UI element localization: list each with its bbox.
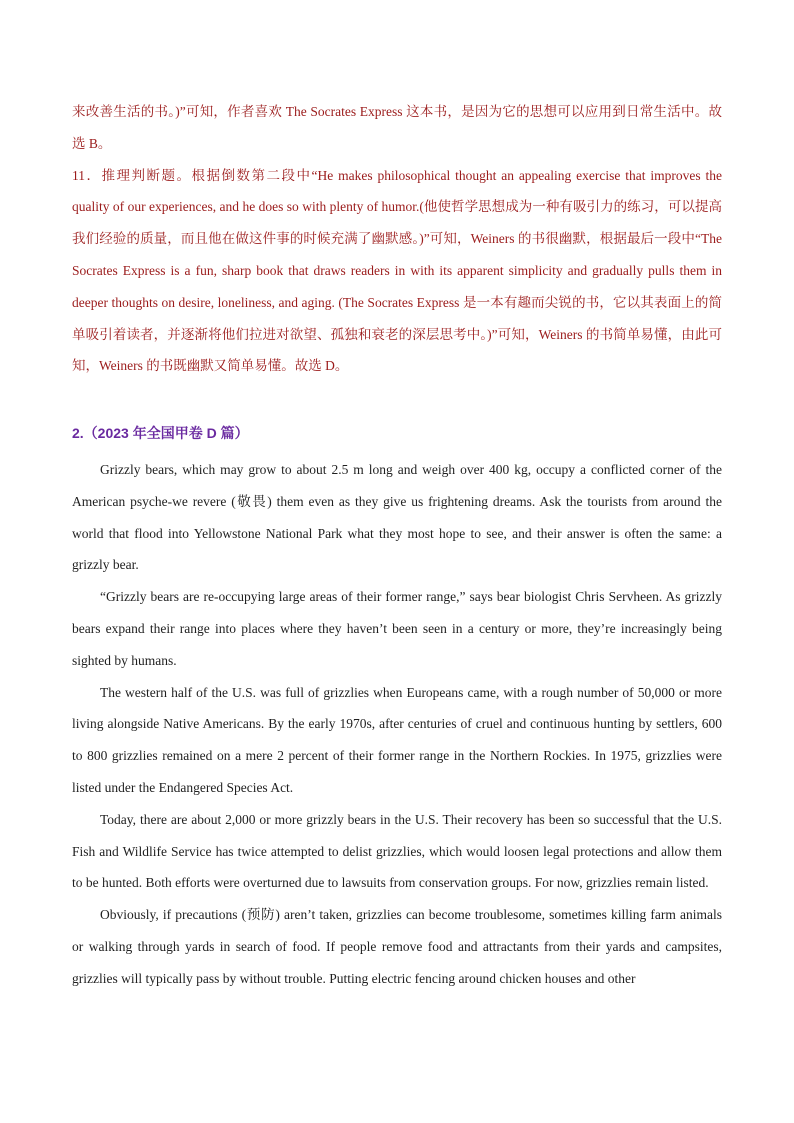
passage-paragraph: The western half of the U.S. was full of grizzlies when Europeans came, with a rough number of 50,000 or more living alongside Native Americans. By the early 1970s, after centuries of cruel and continuous hunting by settlers, 600 to 800 grizzlies remained on a mere 2 percent of their former range in the Northern Rockies. In 1975, grizzlies were listed under the Endangered Species Act. — [72, 684, 722, 795]
document-page — [72, 96, 722, 986]
answer-paragraph-10-end: 来改善生活的书。)”可知，作者喜欢 The Socrates Express 这本书，是因为它的思想可以应用到日常生活中。故选 B。 — [72, 104, 722, 151]
question-heading: 2.（2023 年全国甲卷 D 篇） — [72, 425, 249, 441]
answer-explanation — [72, 96, 722, 382]
reading-passage — [72, 454, 722, 995]
passage-paragraph: Obviously, if precautions (预防) aren’t taken, grizzlies can become troublesome, sometimes killing farm animals or walking through yards in search of food. If people remove food and attractants from their yards and campsites, grizzlies will typically pass by without trouble. Putting electric fencing around chicken houses and other — [72, 907, 722, 986]
passage-paragraph: Grizzly bears, which may grow to about 2.5 m long and weigh over 400 kg, occupy a conflicted corner of the American psyche-we revere (敬畏) them even as they give us frightening dreams. Ask the tourists from around the world that flood into Yellowstone National Park what they most hope to see, and their answer is often the same: a grizzly bear. — [72, 462, 722, 573]
answer-paragraph-11: 11．推理判断题。根据倒数第二段中“He makes philosophical thought an appealing exercise that improves the quality of our experiences, and he does so with plenty of humor.(他使哲学思想成为一种有吸引力的练习，可以提高我们经验的质量，而且他在做这件事的时候充满了幽默感。)”可知，Weiners 的书很幽默，根据最后一段中“The Socrates Express is a fun, sharp book that draws readers in with its apparent simplicity and gradually pulls them in deeper thoughts on desire, loneliness, and aging. (The Socrates Express 是一本有趣而尖锐的书，它以其表面上的简单吸引着读者，并逐渐将他们拉进对欲望、孤独和衰老的深层思考中。)”可知，Weiners 的书简单易懂，由此可知，Weiners 的书既幽默又简单易懂。故选 D。 — [72, 167, 722, 374]
passage-paragraph: “Grizzly bears are re-occupying large areas of their former range,” says bear biologist Chris Servheen. As grizzly bears expand their range into places where they haven’t been seen in a century or more, they’re increasingly being sighted by humans. — [72, 589, 722, 668]
passage-paragraph: Today, there are about 2,000 or more grizzly bears in the U.S. Their recovery has been so successful that the U.S. Fish and Wildlife Service has twice attempted to delist grizzlies, which would loosen legal protections and allow them to be hunted. Both efforts were overturned due to lawsuits from conservation groups. For now, grizzlies remain listed. — [72, 811, 722, 891]
